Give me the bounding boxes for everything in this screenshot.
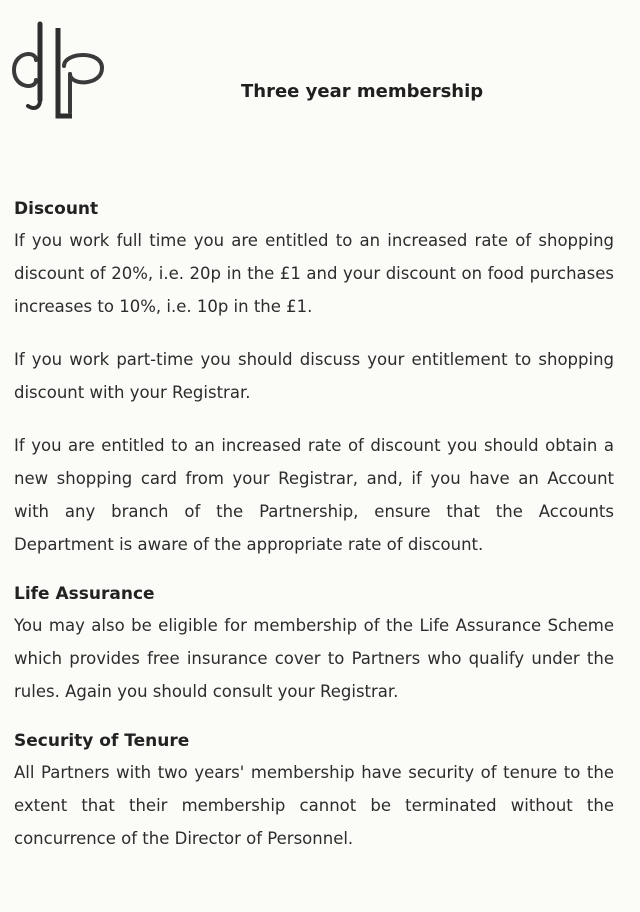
section-heading-discount: Discount	[14, 199, 99, 219]
section-heading-security: Security of Tenure	[14, 731, 190, 751]
section-life-assurance	[14, 583, 614, 708]
page-title: Three year membership	[241, 81, 484, 102]
document-body	[14, 198, 614, 855]
jlp-monogram-icon	[10, 20, 110, 122]
discount-paragraph-1: If you work full time you are entitled to an increased rate of shopping discount of 20%, i.e. 20p in the £1 and your discount on food purchases increases to 10%, i.e. 10p in the £1.	[14, 231, 614, 316]
security-paragraph: All Partners with two years' membership have security of tenure to the extent that their membership cannot be terminated without the concurrence of the Director of Personnel.	[14, 763, 614, 848]
section-discount	[14, 198, 614, 561]
discount-paragraph-3: If you are entitled to an increased rate of discount you should obtain a new shopping card from your Registrar, and, if you have an Account with any branch of the Partnership, ensure that the Accounts Department is aware of the appropriate rate of discount.	[14, 436, 614, 554]
discount-paragraph-2: If you work part-time you should discuss your entitlement to shopping discount with your Registrar.	[14, 350, 614, 402]
life-assurance-paragraph: You may also be eligible for membership of the Life Assurance Scheme which provides free insurance cover to Partners who qualify under the rules. Again you should consult your Registrar.	[14, 616, 614, 701]
section-heading-life-assurance: Life Assurance	[14, 584, 155, 604]
section-security-of-tenure	[14, 730, 614, 855]
